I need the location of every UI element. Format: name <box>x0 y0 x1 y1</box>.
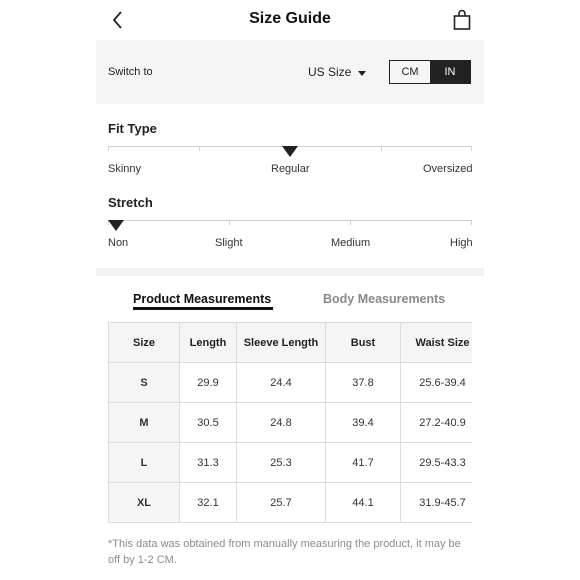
size-cell: L <box>109 443 180 483</box>
table-cell: 44.1 <box>326 483 401 523</box>
column-header: Sleeve Length <box>237 323 326 363</box>
stretch-label-high: High <box>450 237 473 249</box>
tab-product-measurements[interactable]: Product Measurements <box>133 292 272 306</box>
fit-type-tick <box>199 146 200 151</box>
table-cell: 29.5-43.3 <box>401 443 473 483</box>
fit-label-oversized: Oversized <box>423 163 473 175</box>
stretch-label-medium: Medium <box>331 237 371 249</box>
table-cell: 31.9-45.7 <box>401 483 473 523</box>
stretch-tick <box>471 220 472 225</box>
table-cell: 25.7 <box>237 483 326 523</box>
table-cell: 30.5 <box>180 403 237 443</box>
fit-type-marker-icon <box>282 146 298 157</box>
fit-label-skinny: Skinny <box>108 163 142 175</box>
column-header: Waist Size <box>401 323 473 363</box>
size-system-dropdown[interactable] <box>308 65 366 79</box>
table-cell: 27.2-40.9 <box>401 403 473 443</box>
column-header: Length <box>180 323 237 363</box>
unit-toggle <box>389 60 471 84</box>
table-cell: 31.3 <box>180 443 237 483</box>
table-cell: 32.1 <box>180 483 237 523</box>
table-row <box>109 363 473 403</box>
stretch-title: Stretch <box>108 195 153 210</box>
table-row <box>109 403 473 443</box>
table-cell: 37.8 <box>326 363 401 403</box>
unit-cm-button[interactable]: CM <box>401 66 419 78</box>
size-cell: XL <box>109 483 180 523</box>
active-tab-underline <box>133 307 273 310</box>
tab-body-measurements[interactable]: Body Measurements <box>323 292 446 306</box>
bag-button[interactable] <box>450 8 474 32</box>
size-guide-screen <box>96 0 484 580</box>
table-cell: 41.7 <box>326 443 401 483</box>
fit-type-title: Fit Type <box>108 121 157 136</box>
unit-switch-bar <box>96 40 484 104</box>
page-title: Size Guide <box>249 10 331 27</box>
fit-label-regular: Regular <box>271 163 310 175</box>
measurements-table <box>108 322 472 523</box>
table-header-row <box>109 323 473 363</box>
shopping-bag-icon <box>450 8 474 32</box>
stretch-scale-line <box>108 220 472 221</box>
table-cell: 24.8 <box>237 403 326 443</box>
fit-type-tick <box>381 146 382 151</box>
caret-down-icon <box>358 71 366 76</box>
table-row <box>109 483 473 523</box>
size-cell: M <box>109 403 180 443</box>
table-cell: 29.9 <box>180 363 237 403</box>
switch-to-label: Switch to <box>108 66 153 78</box>
measurements-table-scroll[interactable] <box>108 322 472 523</box>
header <box>96 0 484 40</box>
table-cell: 24.4 <box>237 363 326 403</box>
table-cell: 39.4 <box>326 403 401 443</box>
measurement-disclaimer: *This data was obtained from manually measuring the product, it may be off by 1-2 CM. <box>108 538 461 566</box>
table-cell: 25.3 <box>237 443 326 483</box>
fit-type-tick <box>108 146 109 151</box>
stretch-tick <box>229 220 230 225</box>
table-cell: 25.6-39.4 <box>401 363 473 403</box>
stretch-label-slight: Slight <box>215 237 243 249</box>
stretch-label-non: Non <box>108 237 129 249</box>
section-divider <box>96 268 484 276</box>
size-cell: S <box>109 363 180 403</box>
stretch-tick <box>350 220 351 225</box>
size-system-value: US Size <box>308 65 352 79</box>
table-row <box>109 443 473 483</box>
column-header: Size <box>109 323 180 363</box>
stretch-marker-icon <box>108 220 124 231</box>
fit-type-tick <box>471 146 472 151</box>
unit-in-button[interactable]: IN <box>430 61 470 83</box>
column-header: Bust <box>326 323 401 363</box>
